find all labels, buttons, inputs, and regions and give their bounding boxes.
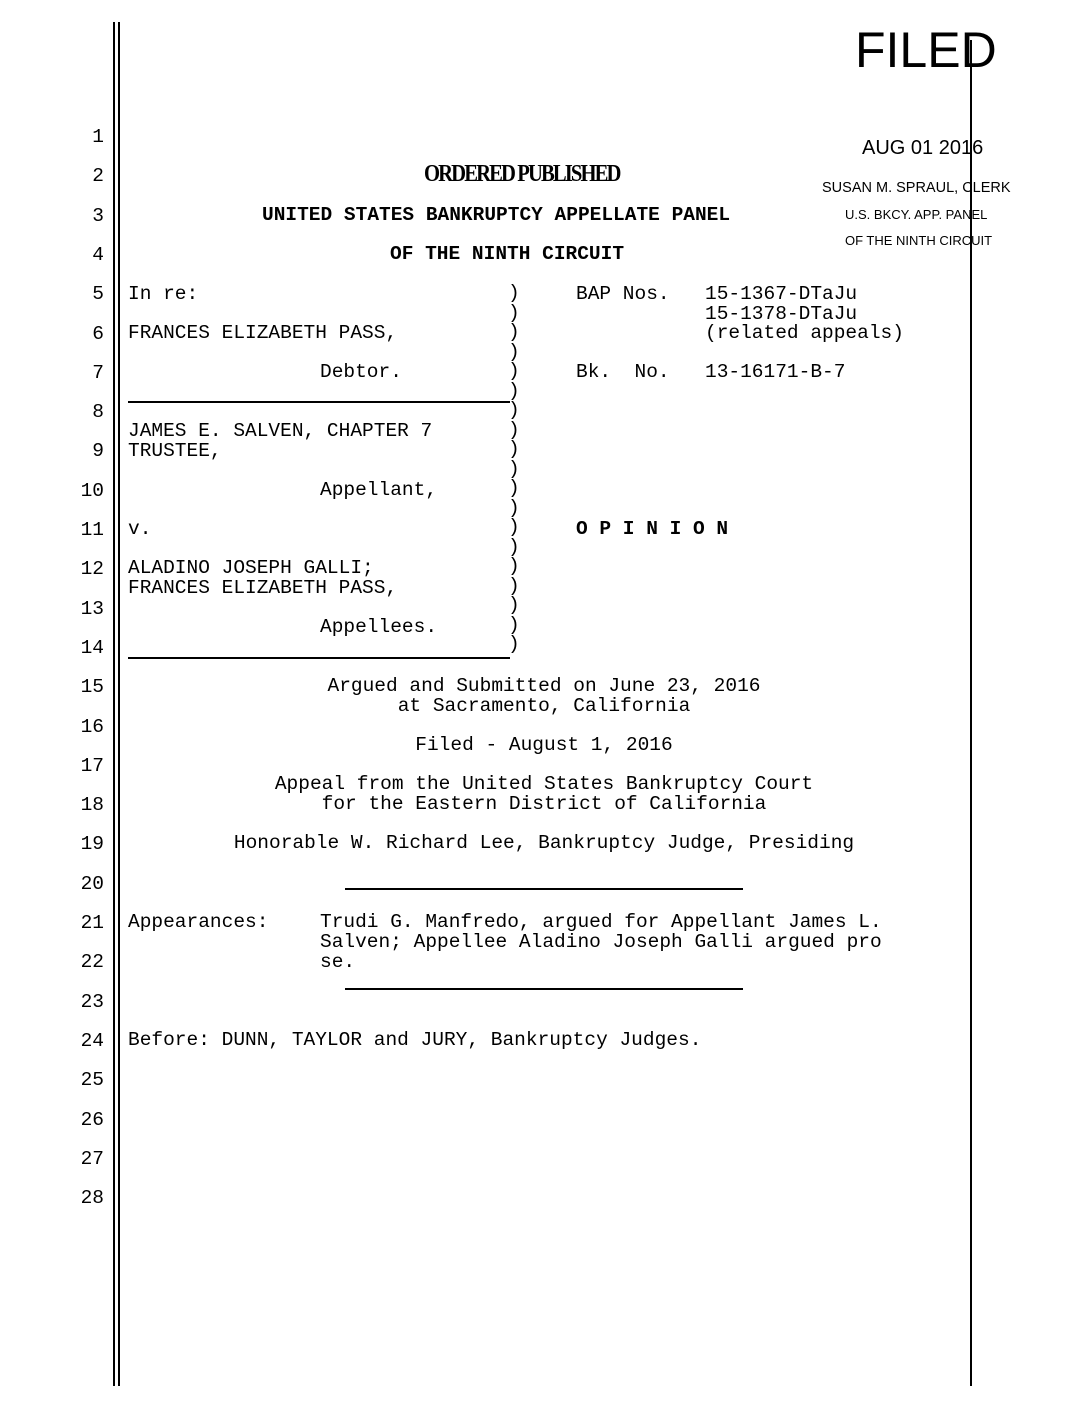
line-number: 16 [80, 715, 104, 738]
line-number: 28 [80, 1187, 104, 1210]
debtor-name: FRANCES ELIZABETH PASS, [128, 322, 398, 344]
argued-line-2: at Sacramento, California [397, 695, 691, 717]
line-number: 23 [80, 990, 104, 1013]
bap-no-2: 15-1378-DTaJu [705, 303, 858, 325]
line-number: 24 [80, 1029, 104, 1052]
line-number: 4 [92, 243, 104, 266]
panel-heading: UNITED STATES BANKRUPTCY APPELLATE PANEL [262, 204, 731, 226]
appeal-line-1: Appeal from the United States Bankruptcy Court [274, 773, 814, 795]
opinion-title: O P I N I O N [576, 518, 729, 540]
debtor-label: Debtor. [320, 361, 402, 383]
line-number: 3 [92, 204, 104, 227]
line-number: 21 [80, 912, 104, 934]
appearances-label: Appearances: [128, 911, 269, 933]
margin-rule-left-outer [113, 22, 115, 1386]
line-number: 22 [80, 951, 104, 974]
appearances-rule-bottom [345, 988, 743, 990]
appellee-label: Appellees. [320, 616, 438, 638]
line-number: 17 [80, 754, 104, 777]
caption-parentheses: ) ) ) ) ) ) ) ) ) ) ) ) ) ) ) ) ) ) ) [508, 282, 520, 655]
circuit-heading: OF THE NINTH CIRCUIT [390, 243, 625, 265]
line-number: 7 [92, 361, 104, 384]
ordered-published-stamp: ORDERED PUBLISHED [424, 161, 620, 187]
caption-divider-1 [128, 401, 510, 403]
filed-line: Filed - August 1, 2016 [415, 734, 673, 756]
appearances-rule-top [345, 888, 743, 890]
appearances-line-3: se. [320, 951, 356, 973]
bk-label: Bk. No. [576, 361, 670, 383]
line-number: 10 [80, 479, 104, 502]
presiding-judge: Honorable W. Richard Lee, Bankruptcy Judge, Presiding [233, 832, 855, 854]
margin-rule-left-inner [118, 22, 120, 1386]
line-number: 12 [80, 558, 104, 581]
line-number: 19 [80, 833, 104, 856]
line-number: 8 [92, 401, 104, 424]
line-number: 2 [92, 165, 104, 188]
line-number: 1 [92, 126, 104, 148]
argued-line-1: Argued and Submitted on June 23, 2016 [327, 675, 761, 697]
bap-related: (related appeals) [705, 322, 904, 344]
appearances-line-1: Trudi G. Manfredo, argued for Appellant James L. [320, 911, 882, 933]
bk-no: 13-16171-B-7 [705, 361, 846, 383]
line-number: 15 [80, 676, 104, 699]
stamp-court-1: U.S. BKCY. APP. PANEL [845, 207, 988, 222]
line-number: 27 [80, 1147, 104, 1170]
appellee-name-1: ALADINO JOSEPH GALLI; [128, 557, 374, 579]
line-number: 25 [80, 1069, 104, 1092]
line-number: 14 [80, 636, 104, 659]
appellant-name-1: JAMES E. SALVEN, CHAPTER 7 [128, 420, 433, 442]
appellee-name-2: FRANCES ELIZABETH PASS, [128, 577, 398, 599]
appellant-name-2: TRUSTEE, [128, 440, 222, 462]
appearances-line-2: Salven; Appellee Aladino Joseph Galli argued pro [320, 931, 882, 953]
versus-label: v. [128, 518, 152, 540]
stamp-date: AUG 01 2016 [862, 137, 984, 159]
in-re-label: In re: [128, 283, 199, 305]
line-number: 26 [80, 1108, 104, 1131]
line-number: 20 [80, 872, 104, 895]
line-number: 11 [80, 519, 104, 541]
stamp-court-2: OF THE NINTH CIRCUIT [845, 233, 993, 248]
stamp-clerk: SUSAN M. SPRAUL, CLERK [822, 180, 1011, 196]
caption-divider-2 [128, 657, 510, 659]
bap-label: BAP Nos. [576, 283, 670, 305]
line-number: 9 [92, 440, 104, 463]
line-number: 13 [80, 597, 104, 620]
line-number: 18 [80, 794, 104, 817]
line-number: 5 [92, 283, 104, 306]
line-number: 6 [92, 322, 104, 345]
bap-no-1: 15-1367-DTaJu [705, 283, 858, 305]
stamp-filed: FILED [855, 22, 997, 78]
before-panel: Before: DUNN, TAYLOR and JURY, Bankruptcy Judges. [128, 1029, 702, 1051]
appellant-label: Appellant, [320, 479, 438, 501]
appeal-line-2: for the Eastern District of California [321, 793, 767, 815]
